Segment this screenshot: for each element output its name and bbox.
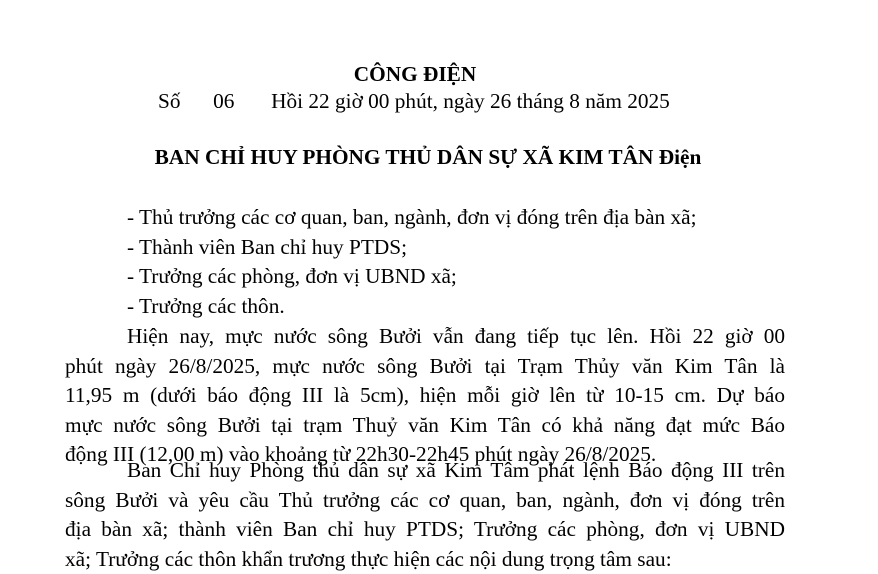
recipient-item: - Trưởng các phòng, đơn vị UBND xã; xyxy=(127,262,697,292)
paragraph-line: động III (12,00 m) vào khoảng từ 22h30-22h45 phút ngày 26/8/2025. xyxy=(65,440,785,470)
number-value: 06 xyxy=(213,89,234,114)
paragraph-line: 11,95 m (dưới báo động III là 5cm), hiện mỗi giờ lên từ 10-15 cm. Dự báo xyxy=(65,381,785,411)
paragraph-line: mực nước sông Bưởi tại trạm Thuỷ văn Kim Tân có khả năng đạt mức Báo xyxy=(65,411,785,441)
recipient-item: - Trưởng các thôn. xyxy=(127,292,697,322)
paragraph-line: sông Bưởi và yêu cầu Thủ trưởng các cơ quan, ban, ngành, đơn vị đóng trên xyxy=(65,486,785,516)
recipient-item: - Thành viên Ban chỉ huy PTDS; xyxy=(127,233,697,263)
body-paragraph-alert-order xyxy=(65,456,785,574)
body-paragraph-water-level xyxy=(65,322,785,470)
document-title: CÔNG ĐIỆN xyxy=(0,62,830,87)
paragraph-line: Ban Chỉ huy Phòng thủ dân sự xã Kim Tâm phát lệnh Báo động III trên xyxy=(65,456,785,486)
paragraph-line: xã; Trưởng các thôn khẩn trương thực hiện các nội dung trọng tâm sau: xyxy=(65,545,785,574)
recipient-item: - Thủ trưởng các cơ quan, ban, ngành, đơn vị đóng trên địa bàn xã; xyxy=(127,203,697,233)
paragraph-line: Hiện nay, mực nước sông Bưởi vẫn đang tiếp tục lên. Hồi 22 giờ 00 xyxy=(65,322,785,352)
number-label: Số xyxy=(158,89,181,114)
document-number-line xyxy=(158,89,670,114)
recipient-list xyxy=(127,203,697,321)
paragraph-line: địa bàn xã; thành viên Ban chỉ huy PTDS; Trưởng các phòng, đơn vị UBND xyxy=(65,515,785,545)
issuing-authority-heading: BAN CHỈ HUY PHÒNG THỦ DÂN SỰ XÃ KIM TÂN Điện xyxy=(0,145,856,170)
paragraph-line: phút ngày 26/8/2025, mực nước sông Bưởi tại Trạm Thủy văn Kim Tân là xyxy=(65,352,785,382)
issued-at: Hồi 22 giờ 00 phút, ngày 26 tháng 8 năm 2025 xyxy=(271,89,670,114)
